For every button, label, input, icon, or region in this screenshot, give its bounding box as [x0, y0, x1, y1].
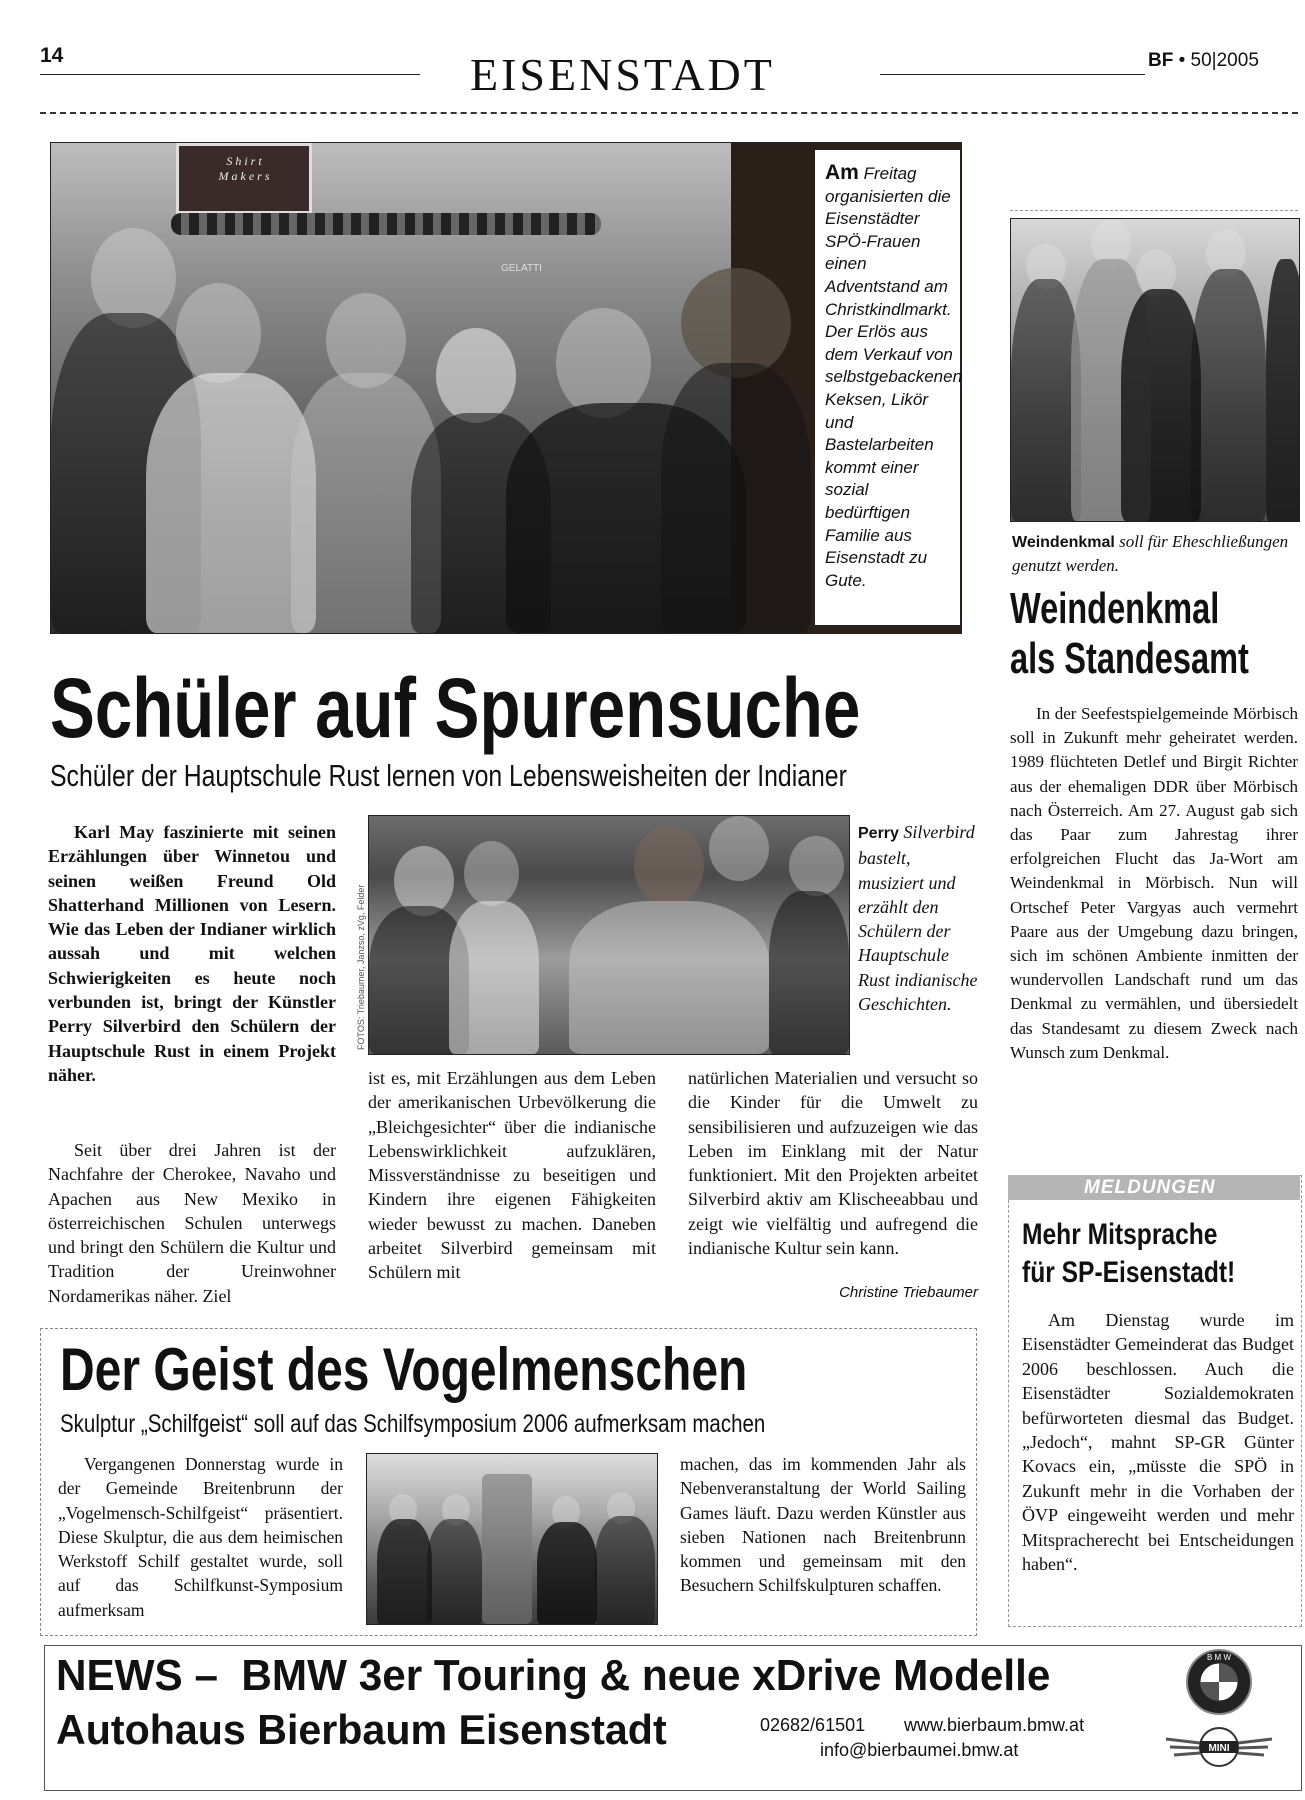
silverbird-caption-lead: Perry — [858, 825, 899, 842]
main-col3: natürlichen Materialien und versucht so die Kinder für die Umwelt zu sensibilisieren und aufzuzeigen wie das Leben im Einklang mit der Natur funktioniert. Mit den Projekten arbeitet Silverbird aktiv am Klischeeabbau und zeigt wie vielfältig und aufregend die indianische Kultur sein kann. — [688, 1068, 978, 1259]
ad-dealer-name: Autohaus Bierbaum Eisenstadt — [56, 1706, 667, 1753]
weindenkmal-headline — [1010, 584, 1249, 684]
second-col1: Vergangenen Donnerstag wurde in der Gemeinde Breitenbrunn der „Vogelmensch-Schilfgeist“ präsentiert. Diese Skulptur, die aus dem heimischen Werkstoff Schilf gestaltet wurde, soll auf das Schilfkunst-Symposium aufmerksam — [58, 1454, 343, 1620]
second-subheadline: Skulptur „Schilfgeist“ soll auf das Schilfsymposium 2006 aufmerksam machen — [60, 1410, 766, 1438]
shop-sign — [176, 143, 312, 214]
ad-email: info@bierbaumei.bmw.at — [820, 1740, 1019, 1760]
header-dashed-divider — [40, 112, 1298, 114]
weindenkmal-body: In der Seefestspielgemeinde Mörbisch soll in Zukunft mehr geheiratet werden. 1989 flüchteten Detlef und Birgit Richter aus der ehemaligen DDR über Mörbisch nach Österreich. Am 27. August gab sich das Paar zum Jahrestag ihrer erfolgreichen Flucht das Ja-Wort am Weindenkmal in Mörbisch. Nun will Ortschef Peter Vargyas auch vermehrt Paare aus der Umgebung dazu bringen, sich im schönen Ambiente inmitten der wundervollen Landschaft rund um das Denkmal zu vermählen, und übersiedelt das Standesamt zu diesem Zweck nach Wunsch zum Denkmal. — [1010, 704, 1298, 1062]
second-headline: Der Geist des Vogelmenschen — [60, 1336, 748, 1403]
shop-name: GELATTI — [501, 263, 542, 274]
second-col2: machen, das im kommenden Jahr als Nebenveranstaltung der World Sailing Games läuft. Dazu werden Künstler aus sieben Nationen nach Breitenbrunn kommen und gemeinsam mit den Besuchern Schilfskulpturen schaffen. — [680, 1454, 966, 1596]
weindenkmal-headline-line1: Weindenkmal — [1010, 584, 1220, 633]
weindenkmal-caption — [1012, 530, 1302, 577]
caption-text: Freitag organisierten die Eisenstädter SPÖ-Frauen einen Adventstand am Christkindlmarkt. Der Erlös aus dem Verkauf von selbstgebackenen Keksen, Likör und Bastelarbeiten kommt einer sozial bedürftigen Familie aus Eisenstadt zu Gute. — [825, 164, 963, 590]
main-headline: Schüler auf Spurensuche — [50, 661, 861, 755]
publication-name: BF — [1148, 50, 1174, 71]
meldungen-label-bar — [1008, 1175, 1300, 1200]
meldungen-label: MELDUNGEN — [1084, 1177, 1216, 1198]
weindenkmal-caption-text: soll für Eheschließungen genutzt werden. — [1012, 532, 1289, 575]
meldungen-headline-line1: Mehr Mitsprache — [1022, 1218, 1218, 1251]
header-rule-right — [880, 74, 1145, 75]
issue-number: 50|2005 — [1190, 50, 1259, 71]
meldungen-headline — [1022, 1216, 1235, 1292]
mini-wing-right — [1238, 1739, 1272, 1755]
header-rule-left — [40, 74, 420, 75]
weindenkmal-headline-line2: als Standesamt — [1010, 634, 1249, 683]
main-col2: ist es, mit Erzählungen aus dem Leben der amerikanischen Urbevölkerung die „Bleichgesichter“ über die indianische Lebenswirklichkeit aufzuklären, Missverständnisse zu beseitigen und Kindern ihre eigenen Fähigkeiten wieder bewusst zu machen. Daneben arbeitet Silverbird gemeinsam mit Schülern mit — [368, 1068, 656, 1283]
main-para1: Seit über drei Jahren ist der Nachfahre der Cherokee, Navaho und Apachen aus New Mexiko in österreichischen Schulen unterwegs und bringt den Schülern die Kultur und Tradition der Ureinwohner Nordamerikas näher. Ziel — [48, 1140, 336, 1306]
meldungen-headline-line2: für SP-Eisenstadt! — [1022, 1256, 1236, 1289]
weindenkmal-photo — [1010, 218, 1300, 522]
photo-credit: FOTOS: Triebaumer, Janzso, zVg, Felder — [356, 884, 366, 1050]
section-title: EISENSTADT — [470, 49, 775, 100]
weindenkmal-caption-lead: Weindenkmal — [1012, 534, 1115, 551]
ad-headline: NEWS – BMW 3er Touring & neue xDrive Modelle — [56, 1651, 1051, 1700]
mini-logo-text: MINI — [1208, 1743, 1230, 1754]
silverbird-photo — [368, 815, 850, 1055]
ad-phone: 02682/61501 — [760, 1715, 866, 1735]
publication-info — [1148, 50, 1259, 72]
bmw-logo-icon — [1185, 1648, 1253, 1716]
shop-sign-line2: M a k e r s — [218, 169, 270, 183]
meldungen-body: Am Dienstag wurde im Eisenstädter Gemeinderat das Budget 2006 beschlossen. Auch die Eisenstädter Sozialdemokraten befürworteten diesmal das Budget. „Jedoch“, mahnt SP-GR Günter Kovacs ein, „müsste die SPÖ in Zukunft mehr in die Vorhaben der ÖVP eingeweiht werden und mehr Mitspracherecht bei Entscheidungen haben“. — [1022, 1310, 1294, 1575]
garland — [171, 213, 601, 235]
caption-lead: Am — [825, 161, 859, 184]
main-subheadline: Schüler der Hauptschule Rust lernen von Lebensweisheiten der Indianer — [50, 758, 847, 793]
schilfgeist-photo — [366, 1453, 658, 1625]
mini-wing-left — [1166, 1739, 1200, 1755]
main-lead: Karl May faszinierte mit seinen Erzählungen über Winnetou und seinen weißen Freund Old Shatterhand Millionen von Lesern. Wie das Leben der Indianer wirklich aussah und mit welchen Schwierigkeiten es heute noch verbunden ist, bringt der Künstler Perry Silverbird den Schülern der Hauptschule Rust in einem Projekt näher. — [48, 822, 336, 1085]
shop-sign-line1: S h i r t — [226, 154, 262, 168]
publication-bullet: • — [1178, 50, 1186, 71]
advent-stand-caption — [825, 161, 963, 592]
mini-logo-icon — [1160, 1725, 1278, 1769]
silverbird-caption-text: Silverbird bastelt, musiziert und erzählt den Schülern der Hauptschule Rust indianische Geschichten. — [858, 822, 978, 1015]
bmw-logo-text: B M W — [1207, 1653, 1231, 1662]
main-author: Christine Triebaumer — [839, 1284, 978, 1301]
page-number: 14 — [40, 44, 64, 67]
silverbird-caption — [858, 820, 978, 1016]
ad-website: www.bierbaum.bmw.at — [904, 1715, 1085, 1735]
side-top-rule — [1010, 210, 1298, 211]
